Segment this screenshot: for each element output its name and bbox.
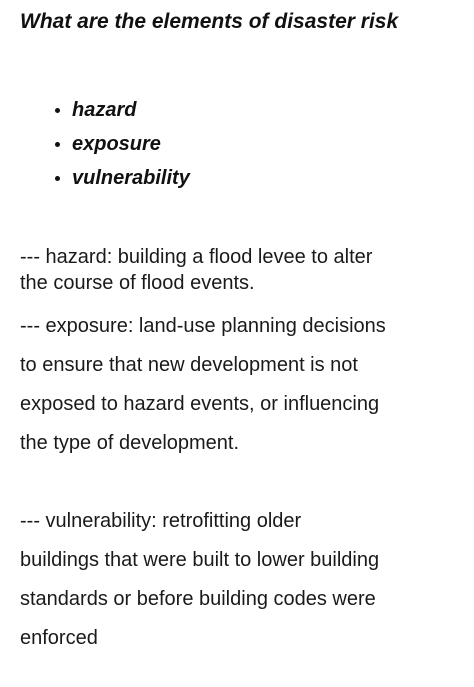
- exposure-paragraph: --- exposure: land-use planning decisions to ensure that new development is not exposed to hazard events, or influencing the type of development.: [20, 315, 386, 454]
- bullet-icon: [55, 142, 60, 147]
- list-item-label: exposure: [72, 133, 161, 155]
- risk-elements-list: [50, 93, 190, 195]
- bullet-icon: [55, 108, 60, 113]
- question-title: What are the elements of disaster risk: [20, 10, 399, 33]
- vulnerability-paragraph: --- vulnerability: retrofitting older buildings that were built to lower building standards or before building codes were enforced: [20, 510, 380, 649]
- list-item: [50, 93, 190, 127]
- bullet-icon: [55, 176, 60, 181]
- list-item: [50, 161, 190, 195]
- list-item-label: hazard: [72, 99, 137, 121]
- hazard-paragraph: --- hazard: building a flood levee to alter the course of flood events.: [20, 246, 373, 294]
- list-item: [50, 127, 190, 161]
- list-item-label: vulnerability: [72, 167, 190, 189]
